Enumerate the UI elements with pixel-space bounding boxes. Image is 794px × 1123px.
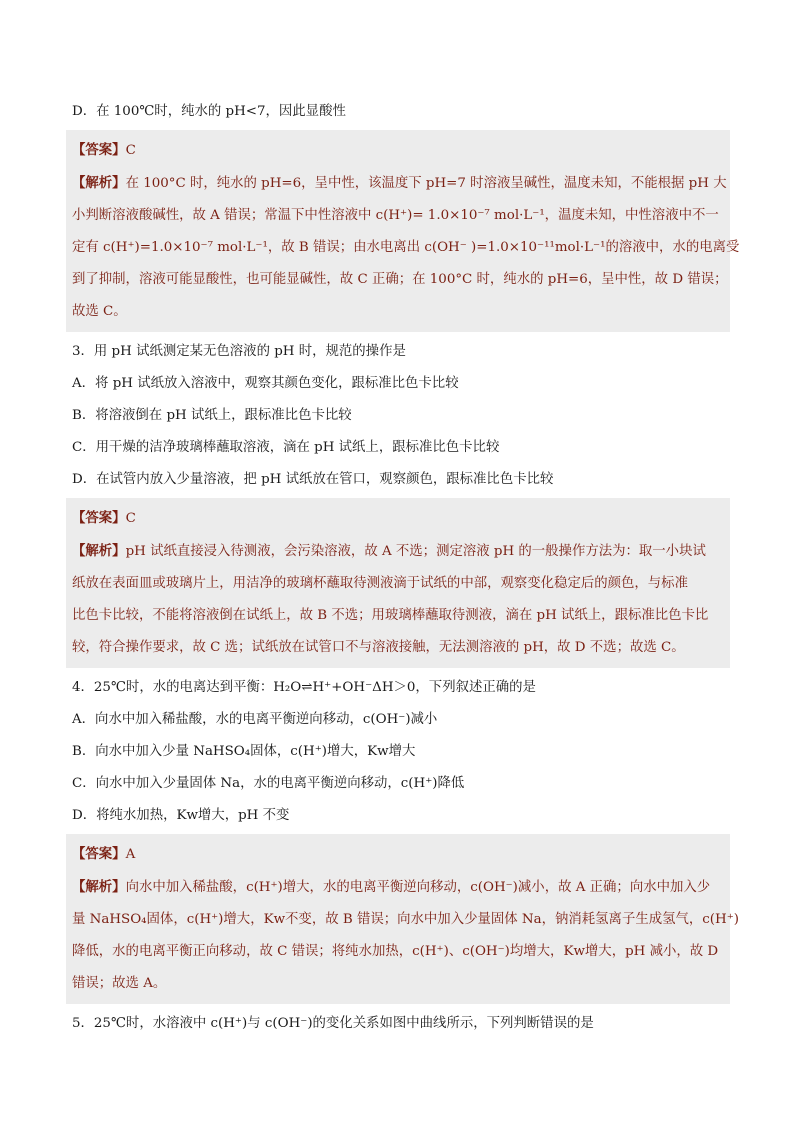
analysis-text: pH 试纸直接浸入待测液，会污染溶液，故 A 不选；测定溶液 pH 的一般操作方法为：取一小块试 — [125, 544, 706, 559]
analysis-text: 向水中加入稀盐酸，c(H⁺)增大，水的电离平衡逆向移动，c(OH⁻)减小，故 A 正确；向水中加入少 — [125, 880, 711, 895]
q2-option-d: D．在 100℃时，纯水的 pH<7，因此显酸性 — [72, 104, 346, 119]
q3-option-a: A．将 pH 试纸放入溶液中，观察其颜色变化，跟标准比色卡比较 — [72, 376, 459, 391]
q3-analysis-line — [72, 535, 724, 568]
analysis-label: 【解析】 — [72, 175, 126, 191]
q3-option-d: D．在试管内放入少量溶液，把 pH 试纸放在管口，观察颜色，跟标准比色卡比较 — [72, 472, 554, 487]
q4-analysis-line: 量 NaHSO₄固体，c(H⁺)增大，Kw不变，故 B 错误；向水中加入少量固体 Na，钠消耗氢离子生成氢气，c(H⁺) — [72, 912, 739, 927]
q3-stem: 3．用 pH 试纸测定某无色溶液的 pH 时，规范的操作是 — [72, 344, 406, 359]
analysis-text: 在 100°C 时，纯水的 pH=6，呈中性，该温度下 pH=7 时溶液呈碱性，温度未知，不能根据 pH 大 — [125, 176, 727, 191]
q3-analysis-line: 纸放在表面皿或玻璃片上，用洁净的玻璃杯蘸取待测液滴于试纸的中部，观察变化稳定后的颜色，与标准 — [72, 576, 688, 591]
document-page — [72, 96, 740, 1040]
q3-option-c: C．用干燥的洁净玻璃棒蘸取溶液，滴在 pH 试纸上，跟标准比色卡比较 — [72, 440, 500, 455]
q4-option-c: C．向水中加入少量固体 Na，水的电离平衡逆向移动，c(H⁺)降低 — [72, 776, 465, 791]
q2-analysis-line: 小判断溶液酸碱性，故 A 错误；常温下中性溶液中 c(H⁺)= 1.0×10⁻⁷ mol·L⁻¹，温度未知，中性溶液中不一 — [72, 208, 719, 223]
q3-answer-block — [66, 498, 730, 668]
analysis-label: 【解析】 — [72, 879, 126, 895]
analysis-label: 【解析】 — [72, 543, 126, 559]
q4-analysis-line: 错误；故选 A。 — [72, 976, 167, 991]
q5-stem: 5．25℃时，水溶液中 c(H⁺)与 c(OH⁻)的变化关系如图中曲线所示，下列判断错误的是 — [72, 1016, 594, 1031]
answer-value: C — [125, 143, 136, 158]
answer-value: C — [125, 511, 136, 526]
q4-option-a: A．向水中加入稀盐酸，水的电离平衡逆向移动，c(OH⁻)减小 — [72, 712, 438, 727]
q4-analysis-line — [72, 871, 724, 904]
q3-answer — [72, 502, 724, 535]
q3-analysis-line: 较，符合操作要求，故 C 选；试纸放在试管口不与溶液接触，无法测溶液的 pH，故 D 不选；故选 C。 — [72, 640, 685, 655]
q2-analysis-line: 故选 C。 — [72, 304, 127, 319]
answer-value: A — [125, 847, 136, 862]
q2-analysis-line: 到了抑制，溶液可能显酸性，也可能显碱性，故 C 正确；在 100°C 时，纯水的 pH=6，呈中性，故 D 错误； — [72, 272, 728, 287]
q4-stem: 4．25℃时，水的电离达到平衡：H₂O⇌H⁺+OH⁻ΔH＞0，下列叙述正确的是 — [72, 680, 536, 695]
answer-label: 【答案】 — [72, 142, 126, 158]
q4-answer-block — [66, 834, 739, 1004]
q2-analysis-line — [72, 167, 727, 200]
q2-analysis-line: 定有 c(H⁺)=1.0×10⁻⁷ mol·L⁻¹，故 B 错误；由水电离出 c(OH⁻ )=1.0×10⁻¹¹mol·L⁻¹的溶液中，水的电离受 — [72, 240, 740, 255]
q2-answer — [72, 134, 724, 167]
q4-option-b: B．向水中加入少量 NaHSO₄固体，c(H⁺)增大，Kw增大 — [72, 744, 416, 759]
answer-label: 【答案】 — [72, 846, 126, 862]
q4-option-d: D．将纯水加热，Kw增大，pH 不变 — [72, 808, 290, 823]
q2-answer-block — [66, 130, 740, 332]
q4-answer — [72, 838, 724, 871]
q3-analysis-line: 比色卡比较，不能将溶液倒在试纸上，故 B 不选；用玻璃棒蘸取待测液，滴在 pH 试纸上，跟标准比色卡比 — [72, 608, 709, 623]
q3-option-b: B．将溶液倒在 pH 试纸上，跟标准比色卡比较 — [72, 408, 352, 423]
q4-analysis-line: 降低，水的电离平衡正向移动，故 C 错误；将纯水加热，c(H⁺)、c(OH⁻)均增大，Kw增大，pH 减小，故 D — [72, 944, 719, 959]
answer-label: 【答案】 — [72, 510, 126, 526]
